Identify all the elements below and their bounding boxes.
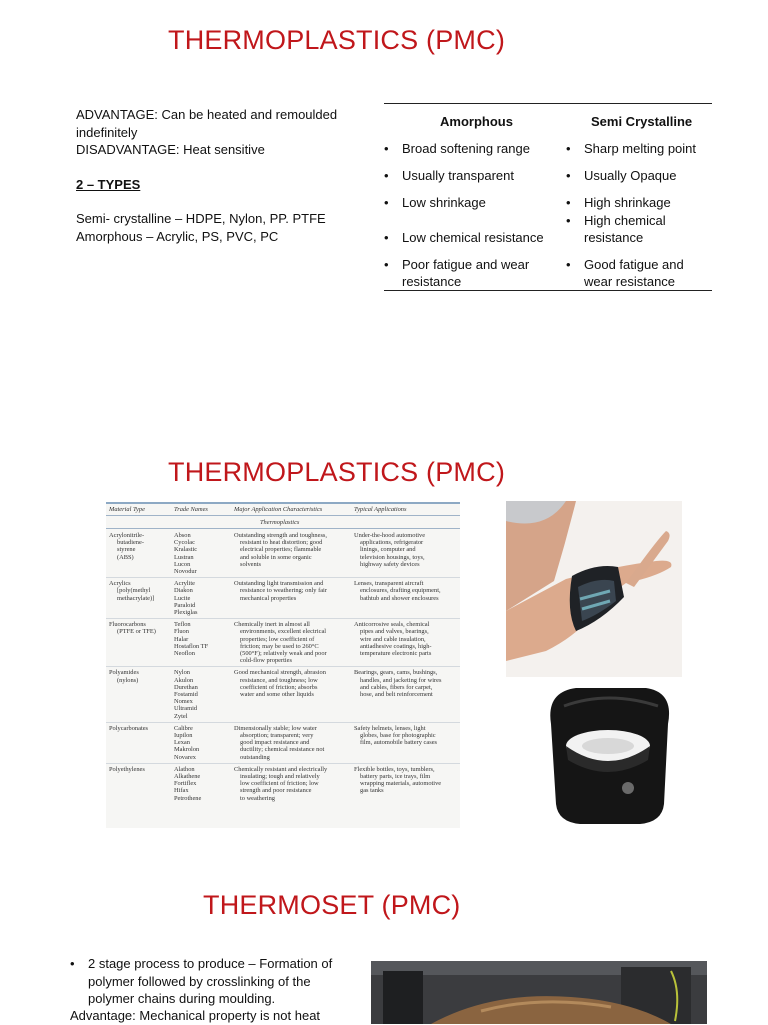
cell-line: Nomex	[174, 698, 193, 706]
amorphous-item: • Broad softening range	[384, 141, 530, 156]
factory-photo	[371, 961, 707, 1024]
cell-line: television housings, toys,	[360, 553, 425, 561]
cell-applications	[354, 725, 437, 747]
cell-line: Outstanding strength and toughness,	[234, 532, 328, 539]
cell-line: Acrylics	[109, 580, 131, 588]
cell-line: enclosures, drafting equipment,	[360, 587, 441, 595]
cell-line: Iupilon	[174, 732, 193, 739]
cell-line: solvents	[240, 560, 261, 568]
thermoplastics-reference-table	[106, 502, 460, 828]
subheader-divider	[106, 528, 460, 529]
cell-line: Good mechanical strength, abrasion	[234, 669, 326, 677]
cell-material	[109, 669, 139, 683]
cell-line: wire and cable insulation,	[360, 635, 426, 643]
cell-line: Anticorrosive seals, chemical	[354, 621, 430, 629]
amorphous-text: Amorphous – Acrylic, PS, PVC, PC	[76, 229, 279, 244]
cell-line: ductility; chemical resistance not	[240, 746, 325, 754]
cell-line: Akulon	[174, 676, 194, 684]
cell-line: handles, and jacketing for wires	[360, 676, 442, 684]
amorphous-item: • Usually transparent	[384, 168, 514, 183]
cell-line: styrene	[117, 546, 136, 554]
cell-line: resistance to weathering; only fair	[240, 587, 327, 595]
cell-line: Fluorocarbons	[109, 621, 146, 629]
cell-line: Polycarbonates	[109, 724, 149, 732]
cell-line: to weathering	[240, 794, 275, 802]
cell-line: Zytel	[174, 712, 188, 720]
semi-crystalline-text: Semi- crystalline – HDPE, Nylon, PP. PTFE	[76, 211, 326, 226]
wrist-brace-photo	[506, 501, 682, 677]
cell-line: (500°F); relatively weak and poor	[240, 650, 327, 657]
cell-line: gas tanks	[360, 787, 384, 795]
cell-line: Durethan	[174, 683, 198, 691]
cell-line: Diakon	[174, 587, 193, 595]
cell-line: temperature electronic parts	[360, 650, 432, 657]
amorphous-item: • Low shrinkage	[384, 195, 486, 210]
cell-applications	[354, 766, 441, 795]
thermoset-advantage-text: Advantage: Mechanical property is not heat	[70, 1008, 321, 1023]
cell-line: Bearings, gears, cams, bushings,	[354, 669, 438, 677]
cell-trade	[174, 766, 201, 802]
cell-line: Chemically resistant and electrically	[234, 765, 328, 773]
cell-trade	[174, 621, 208, 657]
cell-applications	[354, 532, 425, 568]
row-divider	[106, 618, 460, 619]
header-characteristics: Major Application Characteristics	[234, 506, 323, 513]
cell-line: Safety helmets, lenses, light	[354, 724, 426, 732]
advantage-text: ADVANTAGE: Can be heated and remoulded indefinitely	[76, 107, 338, 140]
cell-material	[109, 532, 144, 561]
semi-crystalline-item: • High shrinkage	[566, 195, 671, 210]
cell-line: and soluble in some organic	[240, 553, 312, 561]
cell-line: Alkathene	[174, 773, 201, 780]
header-divider	[106, 515, 460, 516]
cell-line: properties; low coefficient of	[240, 635, 315, 643]
cell-line: globes, base for photographic	[360, 732, 436, 739]
cell-line: Calibre	[174, 724, 193, 732]
cell-line: absorption; transparent; very	[240, 732, 314, 739]
cell-line: Neoflon	[174, 650, 195, 657]
cell-material	[109, 580, 154, 602]
cell-line: electrical properties; flammable	[240, 546, 322, 554]
cell-line: [poly(methyl	[117, 587, 151, 595]
row-divider	[106, 666, 460, 667]
cell-line: water and some other liquids	[240, 691, 314, 698]
cell-line: Hifax	[174, 787, 189, 795]
cell-line: Lustran	[174, 553, 194, 561]
cell-line: cold-flow properties	[240, 657, 292, 665]
cell-line: Polyethylenes	[109, 765, 145, 773]
cell-line: (nylons)	[117, 676, 139, 684]
row-divider	[106, 577, 460, 578]
cell-characteristics	[234, 580, 327, 602]
header-typical-applications: Typical Applications	[354, 506, 407, 513]
cell-line: Flexible bottles, toys, tumblers,	[354, 765, 435, 773]
cell-trade	[174, 580, 197, 616]
col-header-amorphous: Amorphous	[440, 114, 513, 129]
cell-line: friction; may be used to 260°C	[240, 642, 319, 650]
cell-line: film, automobile battery cases	[360, 739, 438, 747]
cell-line: resistant to heat distortion; good	[240, 539, 323, 547]
cell-line: battery parts, ice trays, film	[360, 773, 431, 780]
cell-material	[109, 621, 156, 635]
cell-line: Fostamid	[174, 691, 198, 698]
cell-line: antiadhesive coatings, high-	[360, 642, 432, 650]
cell-line: strength and poor resistance	[240, 787, 312, 795]
cell-line: Alathon	[174, 765, 195, 773]
cell-line: Lenses, transparent aircraft	[354, 580, 424, 588]
cell-line: (ABS)	[117, 553, 134, 561]
table-top-line	[106, 502, 460, 504]
cell-line: Ultramid	[174, 705, 198, 713]
disadvantage-text: DISADVANTAGE: Heat sensitive	[76, 142, 265, 157]
cell-material	[109, 725, 148, 732]
cell-trade	[174, 725, 199, 761]
cell-line: (PTFE or TFE)	[117, 628, 156, 636]
potty-chair-photo	[536, 684, 682, 830]
cell-line: Halar	[174, 635, 189, 643]
cell-line: linings, computer and	[360, 546, 416, 554]
cell-line: Acrylonitrile-	[109, 532, 145, 539]
cell-characteristics	[234, 766, 327, 802]
cell-line: wrapping materials, automotive	[360, 780, 442, 788]
row-divider	[106, 722, 460, 723]
cell-line: outstanding	[240, 753, 270, 761]
cell-line: Makrolon	[174, 746, 200, 754]
subheader-thermoplastics: Thermoplastics	[260, 519, 300, 526]
cell-line: Abson	[174, 532, 191, 539]
cell-line: low coefficient of friction; low	[240, 780, 319, 788]
cell-line: Dimensionally stable; low water	[234, 724, 317, 732]
cell-line: Petrothene	[174, 794, 202, 802]
types-heading: 2 – TYPES	[76, 177, 141, 192]
row-divider	[106, 763, 460, 764]
cell-line: Acrylite	[174, 580, 195, 588]
cell-line: Lucon	[174, 560, 191, 568]
cell-line: Novodur	[174, 568, 197, 576]
semi-crystalline-item: • High chemical resistance	[566, 213, 666, 245]
cell-line: Lucite	[174, 594, 191, 602]
cell-line: Fluon	[174, 628, 189, 636]
cell-characteristics	[234, 621, 327, 664]
cell-line: Novarex	[174, 753, 197, 761]
cell-line: coefficient of friction; absorbs	[240, 683, 318, 691]
slide1-title: THERMOPLASTICS (PMC)	[168, 25, 506, 55]
cell-line: pipes and valves, bearings,	[360, 628, 429, 636]
cell-line: Paraloid	[174, 601, 196, 609]
table-bottom-rule	[384, 290, 712, 291]
cell-line: hose, and belt reinforcement	[360, 691, 433, 698]
cell-line: Kralastic	[174, 546, 198, 554]
cell-line: bathtub and shower enclosures	[360, 594, 439, 602]
cell-characteristics	[234, 669, 326, 698]
cell-trade	[174, 532, 197, 575]
header-material-type: Material Type	[109, 506, 145, 513]
cell-line: butadiene-	[117, 539, 144, 547]
cell-applications	[354, 580, 441, 602]
cell-material	[109, 766, 145, 773]
semi-crystalline-item: • Good fatigue and wear resistance	[566, 257, 684, 289]
comparison-table	[384, 103, 712, 289]
process-bullet-text: 2 stage process to produce – Formation of polymer followed by crosslinking of the polymer chains during moulding.	[88, 956, 333, 1006]
cell-line: mechanical properties	[240, 594, 297, 602]
cell-applications	[354, 621, 432, 657]
cell-trade	[174, 669, 198, 719]
cell-characteristics	[234, 532, 327, 568]
cell-line: highway safety devices	[360, 560, 420, 568]
slide2-title: THERMOPLASTICS (PMC)	[168, 457, 506, 487]
semi-crystalline-item: • Sharp melting point	[566, 141, 697, 156]
cell-applications	[354, 669, 441, 698]
header-trade-names: Trade Names	[174, 506, 208, 513]
slide3-title: THERMOSET (PMC)	[203, 890, 461, 920]
amorphous-item: • Poor fatigue and wear resistance	[384, 257, 530, 289]
cell-line: Nylon	[174, 669, 190, 677]
cell-line: Outstanding light transmission and	[234, 580, 324, 588]
cell-line: Hostaflon TF	[174, 642, 209, 650]
cell-line: applications, refrigerator	[360, 539, 424, 547]
cell-line: Chemically inert in almost all	[234, 621, 310, 629]
cell-line: Plexiglas	[174, 609, 198, 616]
cell-line: insulating; tough and relatively	[240, 773, 320, 780]
cell-line: Under-the-hood automotive	[354, 532, 426, 539]
cell-line: good impact resistance and	[240, 739, 310, 747]
cell-line: methacrylate)]	[117, 594, 155, 602]
cell-line: Polyamides	[109, 669, 139, 677]
cell-characteristics	[234, 725, 324, 761]
cell-line: Fortiflex	[174, 780, 197, 788]
amorphous-item: • Low chemical resistance	[384, 230, 544, 245]
cell-line: resistance, and toughness; low	[240, 676, 318, 684]
semi-crystalline-item: • Usually Opaque	[566, 168, 677, 183]
table-top-rule	[384, 103, 712, 104]
col-header-semi-crystalline: Semi Crystalline	[591, 114, 693, 129]
cell-line: Teflon	[174, 621, 191, 629]
cell-line: and cables, fibers for carpet,	[360, 683, 433, 691]
cell-line: Cycolac	[174, 539, 195, 547]
cell-line: Lexan	[174, 739, 190, 747]
cell-line: environments, excellent electrical	[240, 628, 327, 636]
